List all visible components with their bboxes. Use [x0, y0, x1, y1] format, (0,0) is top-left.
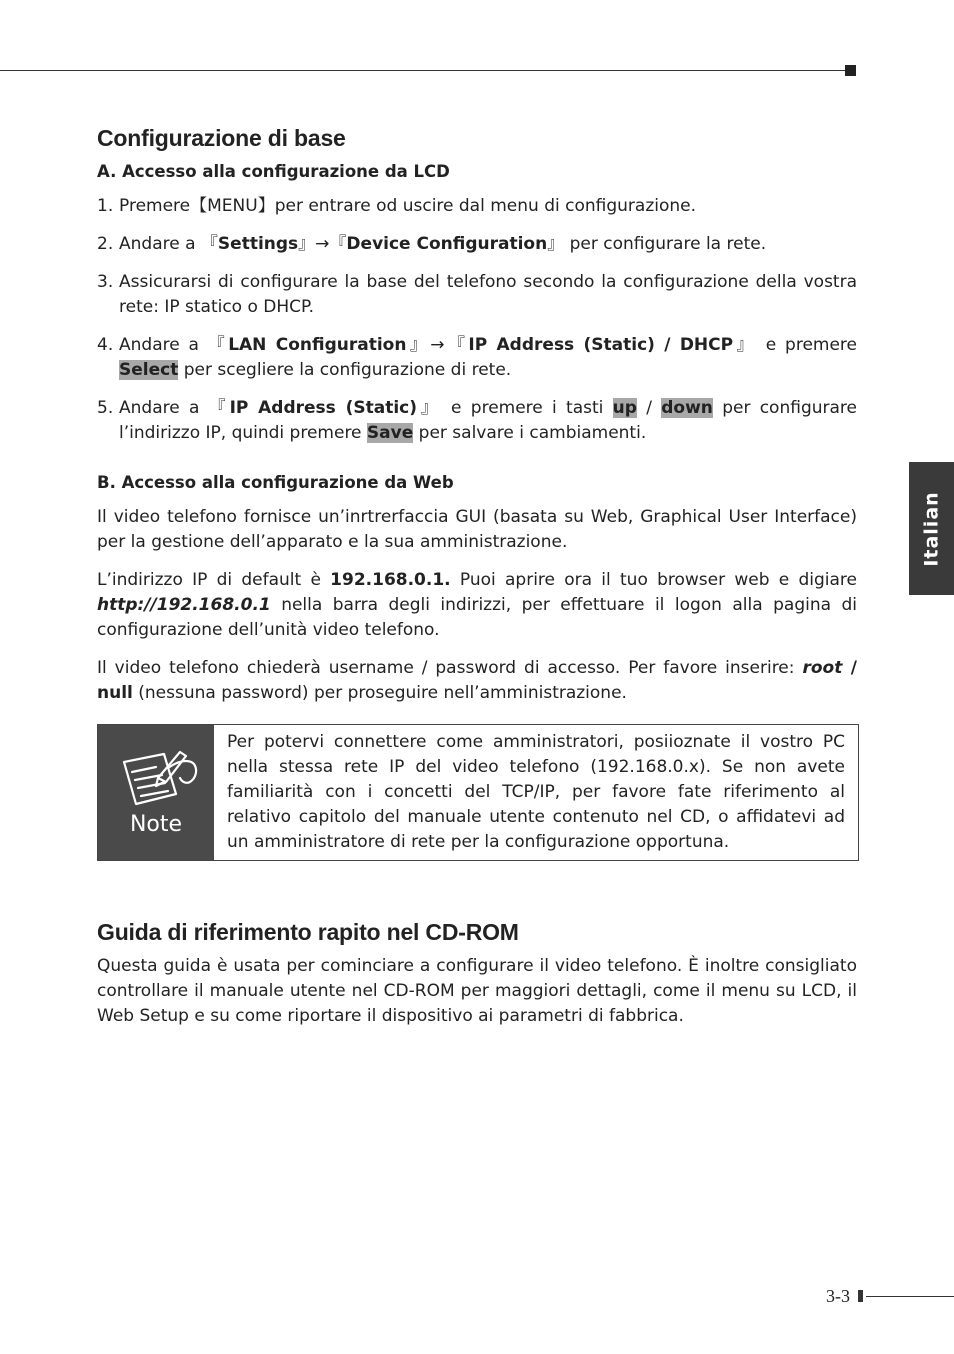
note-sidebar [98, 725, 214, 860]
list-item [97, 194, 857, 219]
emphasis-text: null [97, 683, 133, 703]
text-run: 』 e premere [733, 335, 858, 355]
step-text [119, 333, 857, 383]
paragraph-cdrom-guide: Questa guida è usata per cominciare a configurare il video telefono. È inoltre consigliato controllare il manuale utente nel CD-ROM per maggiori dettagli, come il menu su LCD, il Web Setup e su come riportare il dispositivo ai parametri di fabbrica. [97, 956, 857, 1026]
step-text [119, 270, 857, 320]
text-run: Puoi aprire ora il tuo browser web e digiare [450, 570, 858, 590]
key-highlight: Select [119, 360, 179, 380]
emphasis-text: root [802, 658, 843, 678]
text-run: per configurare l’indirizzo IP, quindi premere [119, 398, 857, 443]
step-number: 4. [97, 335, 114, 355]
text-run: Andare a 『 [119, 398, 230, 418]
step-text [119, 232, 857, 257]
step-number: 1. [97, 196, 114, 216]
subheading-lcd-access: A. Accesso alla configurazione da LCD [97, 162, 450, 181]
note-label: Note [129, 812, 183, 837]
key-highlight: Save [366, 423, 414, 443]
emphasis-text: LAN Configuration [228, 335, 407, 355]
text-run: / [636, 398, 662, 418]
emphasis-text: Settings [217, 234, 299, 254]
list-item [97, 270, 857, 320]
text-run: Il video telefono chiederà username / password di accesso. Per favore inserire: [97, 658, 803, 678]
text-run: (nessuna password) per proseguire nell’amministrazione. [132, 683, 627, 703]
text-run: Andare a 『 [119, 234, 218, 254]
page-number: 3-3 [826, 1286, 850, 1306]
step-number: 5. [97, 398, 114, 418]
text-run: 』 e premere i tasti [417, 398, 613, 418]
emphasis-text: 192.168.0.1. [330, 570, 451, 590]
list-item [97, 333, 857, 383]
language-side-tab [909, 462, 954, 595]
text-run: 』→『 [406, 335, 469, 355]
text-run: 』→『 [298, 234, 347, 254]
paragraph-gui-intro: Il video telefono fornisce un’inrtrerfaccia GUI (basata su Web, Graphical User Interface) per la gestione dell’apparato e la sua amministrazione. [97, 507, 857, 552]
language-tab-label: Italian [920, 490, 943, 567]
note-text: Per potervi connettere come amministratori, posiioznate il vostro PC nella stessa rete IP del video telefono (192.168.0.x). Se non avete familiarità con i concetti del TCP/IP, per favore fate riferimento al relativo capitolo del manuale utente contenuto nel CD, o affidatevi ad un amministratore di rete per la configurazione opportuna. [227, 732, 845, 852]
key-highlight: up [612, 398, 637, 418]
text-run: Assicurarsi di configurare la base del telefono secondo la configurazione della vostra rete: IP statico o DHCP. [119, 272, 857, 317]
emphasis-text: Device Configuration [346, 234, 548, 254]
text-run: 』 per configurare la rete. [547, 234, 767, 254]
text-run: Premere【MENU】per entrare od uscire dal menu di configurazione. [119, 196, 697, 216]
emphasis-text: IP Address (Static) [229, 398, 418, 418]
paragraph-default-ip [97, 568, 857, 643]
header-square-marker [845, 65, 856, 76]
step-number: 3. [97, 272, 114, 292]
note-box [97, 724, 859, 861]
emphasis-text: http://192.168.0.1 [97, 595, 271, 615]
page-content [97, 120, 857, 1029]
step-text [119, 194, 857, 219]
lcd-steps-list [97, 194, 857, 446]
text-run: per scegliere la configurazione di rete. [178, 360, 512, 380]
note-writing-icon [110, 748, 202, 810]
paragraph-login-credentials [97, 656, 857, 706]
text-run: per salvare i cambiamenti. [413, 423, 647, 443]
text-run: nella barra degli indirizzi, per effettuare il logon alla pagina di configurazione dell’unità video telefono. [97, 595, 857, 640]
footer-square-marker [858, 1290, 863, 1302]
step-number: 2. [97, 234, 114, 254]
step-text [119, 396, 857, 446]
header-rule [0, 70, 848, 71]
list-item [97, 232, 857, 257]
text-run: Andare a 『 [119, 335, 229, 355]
section-title-cdrom-guide: Guida di riferimento rapito nel CD-ROM [97, 919, 519, 945]
key-highlight: down [661, 398, 713, 418]
subheading-web-access: B. Accesso alla configurazione da Web [97, 473, 454, 492]
emphasis-text: IP Address (Static) / DHCP [468, 335, 734, 355]
list-item [97, 396, 857, 446]
text-run: L’indirizzo IP di default è [97, 570, 331, 590]
section-title-basic-config: Configurazione di base [97, 125, 346, 151]
emphasis-text: / [842, 658, 857, 678]
footer-rule [866, 1296, 954, 1297]
